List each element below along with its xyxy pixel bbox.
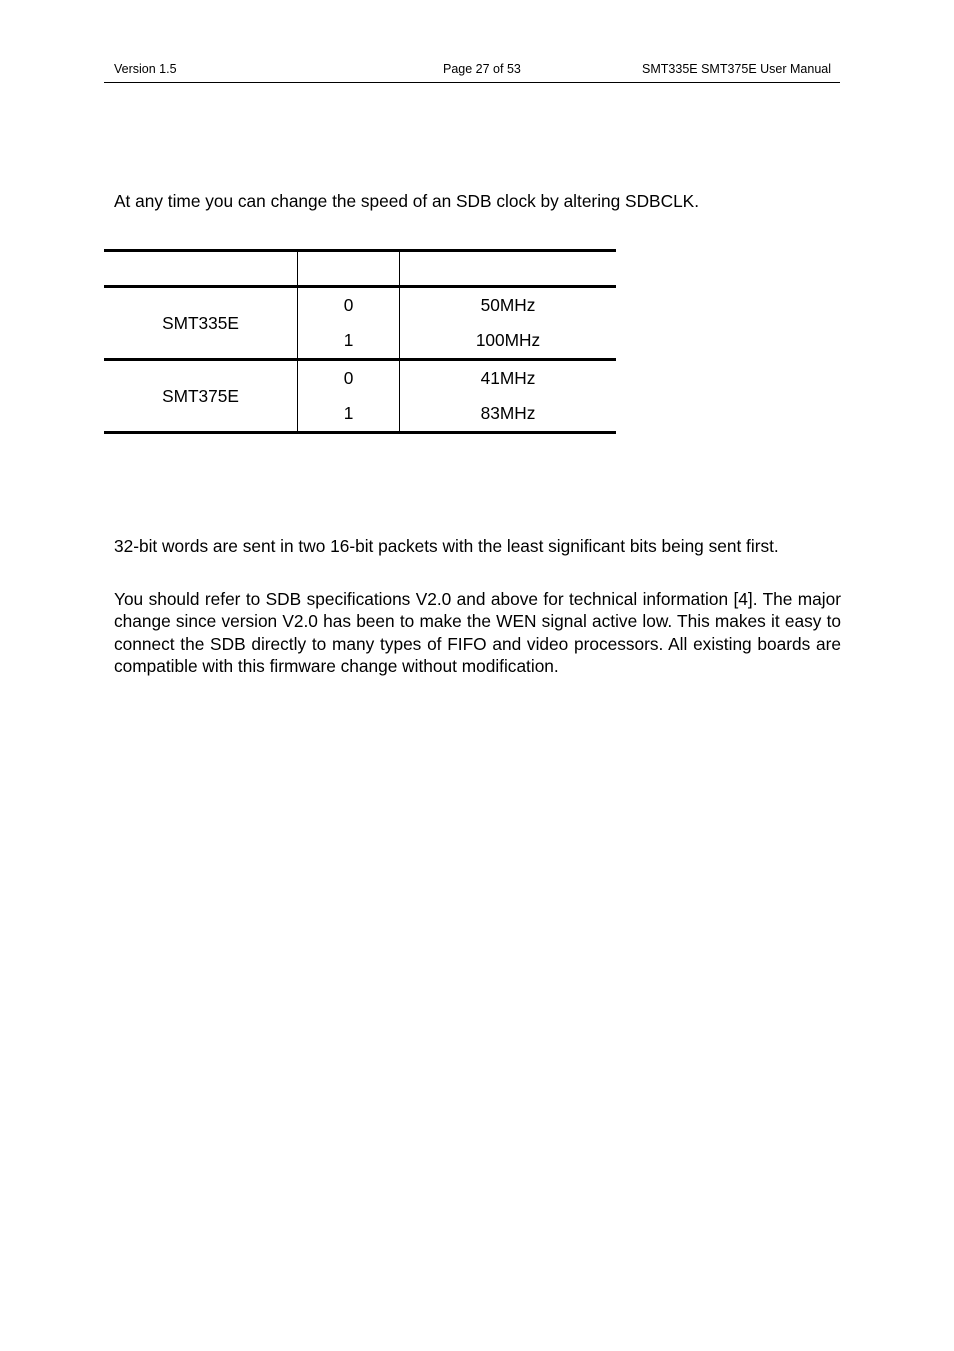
sdbclk-value-cell: 1 <box>298 396 400 433</box>
sdbclk-value-cell: 0 <box>298 360 400 397</box>
paragraph-packet-format: 32-bit words are sent in two 16-bit packets with the least significant bits being sent first. <box>114 536 779 556</box>
intro-text: At any time you can change the speed of an SDB clock by altering SDBCLK. <box>114 191 700 211</box>
sdbclk-value-cell: 1 <box>298 323 400 360</box>
header-version: Version 1.5 <box>114 62 177 76</box>
header-manual-title: SMT335E SMT375E User Manual <box>642 62 831 76</box>
sdb-clock-table <box>104 249 616 434</box>
page-header <box>104 61 840 83</box>
table-header-row <box>104 251 616 287</box>
clock-frequency-cell: 50MHz <box>400 287 617 324</box>
board-name-cell: SMT375E <box>104 360 298 433</box>
sdbclk-value-cell: 0 <box>298 287 400 324</box>
table-header-frequency <box>400 251 617 287</box>
clock-frequency-cell: 83MHz <box>400 396 617 433</box>
table-header-value <box>298 251 400 287</box>
table-header-board <box>104 251 298 287</box>
header-page-number: Page 27 of 53 <box>443 62 521 76</box>
clock-frequency-cell: 100MHz <box>400 323 617 360</box>
table-row <box>104 360 616 397</box>
clock-frequency-cell: 41MHz <box>400 360 617 397</box>
table-group-smt375e <box>104 360 616 433</box>
table-row <box>104 287 616 324</box>
board-name-cell: SMT335E <box>162 312 239 333</box>
table-group-smt335e <box>104 287 616 360</box>
paragraph-sdb-specifications: You should refer to SDB specifications V2.0 and above for technical information [4]. The major change since version V2.0 has been to make the WEN signal active low. This makes it easy to connect the SDB directly to many types of FIFO and video processors. All existing boards are compatible with this firmware change without modification. <box>114 589 841 676</box>
